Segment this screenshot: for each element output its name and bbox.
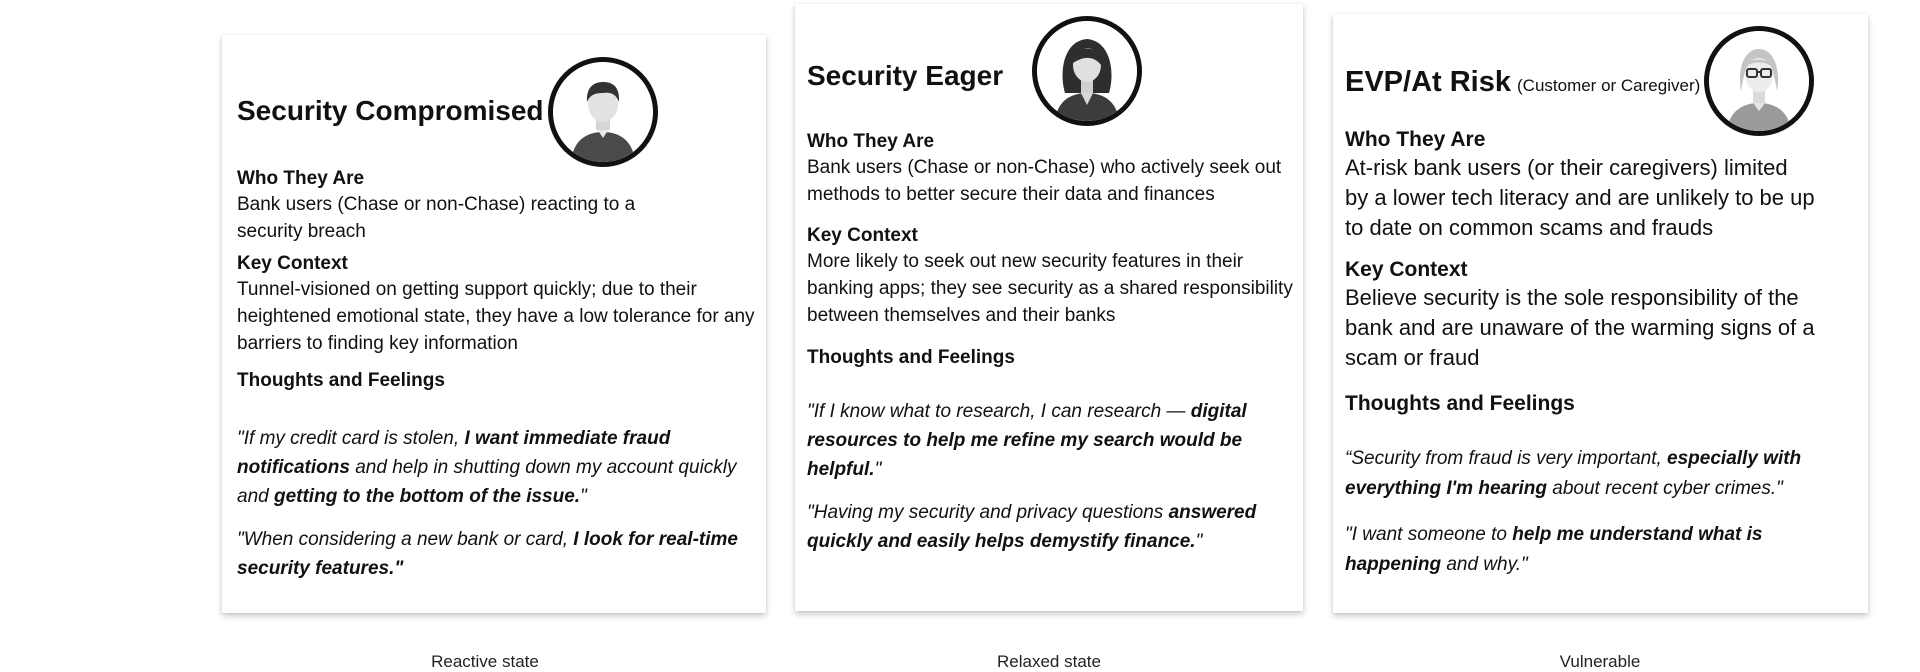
quote: "I want someone to help me understand what is happening and why." [1345, 524, 1763, 575]
thoughts-heading: Thoughts and Feelings [237, 370, 445, 391]
who-heading: Who They Are [1345, 128, 1486, 151]
state-label-vulnerable: Vulnerable [1559, 652, 1641, 671]
quote: "If I know what to research, I can research — digital resources to help me refine my search would be helpful." [807, 401, 1247, 480]
elderly-avatar-icon [1704, 26, 1814, 136]
who-text: Bank users (Chase or non-Chase) reacting to a security breach [237, 194, 636, 242]
persona-card-security-compromised [222, 35, 766, 613]
quote: "When considering a new bank or card, I look for real-time security features." [237, 529, 738, 579]
quote: "Having my security and privacy questions answered quickly and easily helps demystify finance." [807, 502, 1257, 552]
persona-subtitle: (Customer or Caregiver) [1517, 76, 1701, 95]
thoughts-heading: Thoughts and Feelings [807, 347, 1015, 368]
context-heading: Key Context [237, 253, 348, 274]
persona-title: EVP/At Risk (Customer or Caregiver) [1345, 66, 1701, 98]
who-heading: Who They Are [807, 131, 935, 152]
state-label-reactive: Reactive state [431, 652, 539, 671]
state-label-relaxed: Relaxed state [997, 652, 1101, 671]
context-text: Tunnel-visioned on getting support quickly; due to their heightened emotional state, they have a low tolerance for any barriers to finding key information [237, 279, 755, 354]
context-heading: Key Context [1345, 258, 1468, 281]
persona-title: Security Eager [807, 60, 1004, 91]
male-avatar-icon [548, 57, 658, 167]
female-avatar-icon [1032, 16, 1142, 126]
thoughts-heading: Thoughts and Feelings [1345, 392, 1575, 415]
context-text: More likely to seek out new security features in their banking apps; they see security as a shared responsibility between themselves and their banks [807, 251, 1293, 326]
quote: “Security from fraud is very important, especially with everything I'm hearing about recent cyber crimes." [1345, 448, 1802, 499]
context-heading: Key Context [807, 225, 918, 246]
persona-title: Security Compromised [237, 95, 544, 126]
who-text: At-risk bank users (or their caregivers) limited by a lower tech literacy and are unlikely to be up to date on common scams and frauds [1345, 155, 1815, 240]
persona-card-evp-at-risk [1333, 14, 1868, 613]
who-heading: Who They Are [237, 168, 365, 189]
context-text: Believe security is the sole responsibility of the bank and are unaware of the warming signs of a scam or fraud [1345, 285, 1815, 370]
persona-card-security-eager [795, 4, 1303, 611]
who-text: Bank users (Chase or non-Chase) who actively seek out methods to better secure their data and finances [807, 157, 1282, 205]
quote: "If my credit card is stolen, I want immediate fraud notifications and help in shutting down my account quickly and getting to the bottom of the issue." [237, 428, 737, 507]
